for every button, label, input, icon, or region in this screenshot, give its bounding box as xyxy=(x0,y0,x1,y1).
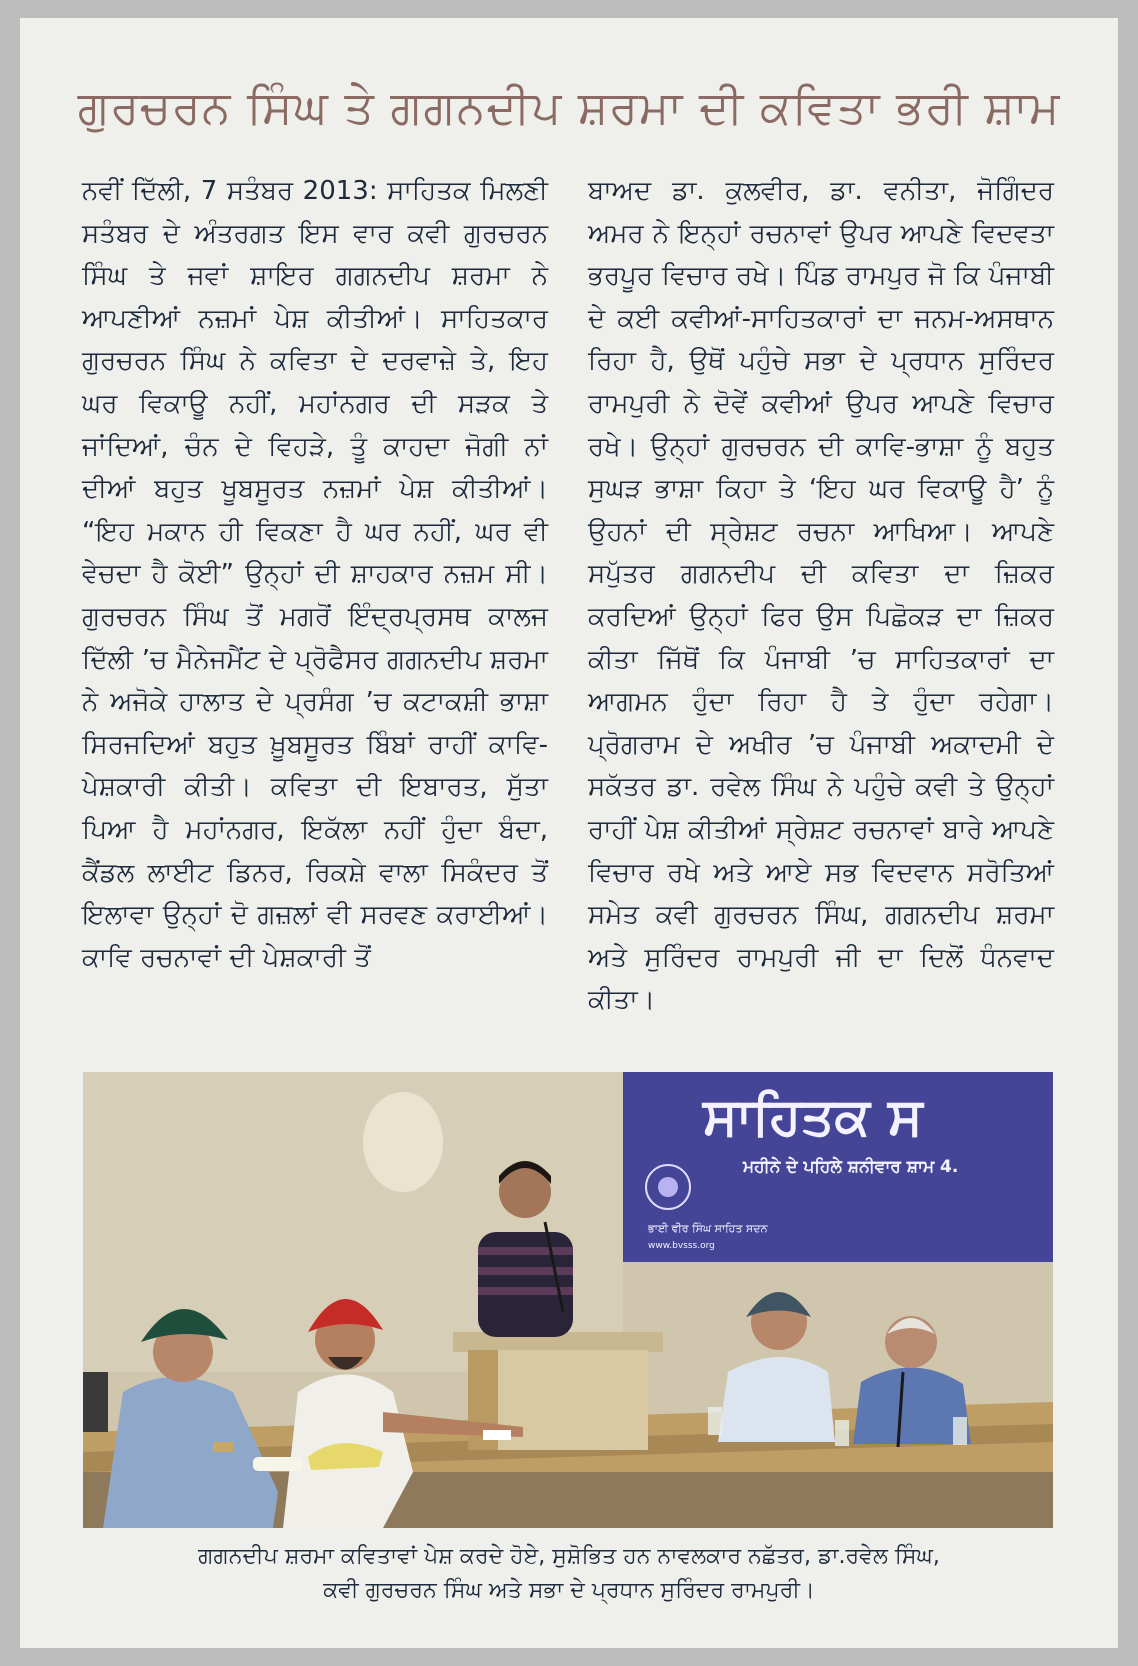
event-photo xyxy=(83,1072,1053,1528)
article-title: ਗੁਰਚਰਨ ਸਿੰਘ ਤੇ ਗਗਨਦੀਪ ਸ਼ਰਮਾ ਦੀ ਕਵਿਤਾ ਭਰੀ ਸ਼ਾਮ xyxy=(77,80,1061,134)
photo-caption xyxy=(60,1540,1078,1608)
event-banner xyxy=(623,1072,1053,1262)
caption-line-2: ਕਵੀ ਗੁਰਚਰਨ ਸਿੰਘ ਅਤੇ ਸਭਾ ਦੇ ਪ੍ਰਧਾਨ ਸੁਰਿੰਦਰ ਰਾਮਪੁਰੀ। xyxy=(323,1578,815,1603)
banner-title: ਸਾਹਿਤਕ ਸ xyxy=(703,1087,923,1147)
banner-url: www.bvsss.org xyxy=(648,1241,715,1251)
article-column-right: ਬਾਅਦ ਡਾ. ਕੁਲਵੀਰ, ਡਾ. ਵਨੀਤਾ, ਜੋਗਿੰਦਰ ਅਮਰ ਨੇ ਇਨ੍ਹਾਂ ਰਚਨਾਵਾਂ ਉਪਰ ਆਪਣੇ ਵਿਦਵਤਾ ਭਰਪੂਰ ਵਿਚਾਰ ਰਖੇ। ਪਿੰਡ ਰਾਮਪੁਰ ਜੋ ਕਿ ਪੰਜਾਬੀ ਦੇ ਕਈ ਕਵੀਆਂ-ਸਾਹਿਤਕਾਰਾਂ ਦਾ ਜਨਮ-ਅਸਥਾਨ ਰਿਹਾ ਹੈ, ਉਥੋਂ ਪਹੁੰਚੇ ਸਭਾ ਦੇ ਪ੍ਰਧਾਨ ਸੁਰਿੰਦਰ ਰਾਮਪੁਰੀ ਨੇ ਦੋਵੇਂ ਕਵੀਆਂ ਉਪਰ ਆਪਣੇ ਵਿਚਾਰ ਰਖੇ। ਉਨ੍ਹਾਂ ਗੁਰਚਰਨ ਦੀ ਕਾਵਿ-ਭਾਸ਼ਾ ਨੂੰ ਬਹੁਤ ਸੁਘੜ ਭਾਸ਼ਾ ਕਿਹਾ ਤੇ ‘ਇਹ ਘਰ ਵਿਕਾਊ ਹੈ’ ਨੂੰ ਉਹਨਾਂ ਦੀ ਸ੍ਰੇਸ਼ਟ ਰਚਨਾ ਆਖਿਆ। ਆਪਣੇ ਸਪੁੱਤਰ ਗਗਨਦੀਪ ਦੀ ਕਵਿਤਾ ਦਾ ਜ਼ਿਕਰ ਕਰਦਿਆਂ ਉਨ੍ਹਾਂ ਫਿਰ ਉਸ ਪਿਛੋਕੜ ਦਾ ਜ਼ਿਕਰ ਕੀਤਾ ਜਿੱਥੋਂ ਕਿ ਪੰਜਾਬੀ ’ਚ ਸਾਹਿਤਕਾਰਾਂ ਦਾ ਆਗਮਨ ਹੁੰਦਾ ਰਿਹਾ ਹੈ ਤੇ ਹੁੰਦਾ ਰਹੇਗਾ। ਪ੍ਰੋਗਰਾਮ ਦੇ ਅਖੀਰ ’ਚ ਪੰਜਾਬੀ ਅਕਾਦਮੀ ਦੇ ਸਕੱਤਰ ਡਾ. ਰਵੇਲ ਸਿੰਘ ਨੇ ਪਹੁੰਚੇ ਕਵੀ ਤੇ ਉਨ੍ਹਾਂ ਰਾਹੀਂ ਪੇਸ਼ ਕੀਤੀਆਂ ਸ੍ਰੇਸ਼ਟ ਰਚਨਾਵਾਂ ਬਾਰੇ ਆਪਣੇ ਵਿਚਾਰ ਰਖੇ ਅਤੇ ਆਏ ਸਭ ਵਿਦਵਾਨ ਸਰੋਤਿਆਂ ਸਮੇਤ ਕਵੀ ਗੁਰਚਰਨ ਸਿੰਘ, ਗਗਨਦੀਪ ਸ਼ਰਮਾ ਅਤੇ ਸੁਰਿੰਦਰ ਰਾਮਪੁਰੀ ਜੀ ਦਾ ਦਿਲੋਂ ਧੰਨਵਾਦ ਕੀਤਾ। xyxy=(588,176,1054,1016)
banner-org: ਭਾਈ ਵੀਰ ਸਿੰਘ ਸਾਹਿਤ ਸਦਨ xyxy=(648,1222,768,1235)
article-page xyxy=(20,18,1118,1648)
banner-subtitle: ਮਹੀਨੇ ਦੇ ਪਹਿਲੇ ਸ਼ਨੀਵਾਰ ਸ਼ਾਮ 4. xyxy=(743,1157,959,1177)
article-column-left: ਨਵੀਂ ਦਿੱਲੀ, 7 ਸਤੰਬਰ 2013: ਸਾਹਿਤਕ ਮਿਲਣੀ ਸਤੰਬਰ ਦੇ ਅੰਤਰਗਤ ਇਸ ਵਾਰ ਕਵੀ ਗੁਰਚਰਨ ਸਿੰਘ ਤੇ ਜਵਾਂ ਸ਼ਾਇਰ ਗਗਨਦੀਪ ਸ਼ਰਮਾ ਨੇ ਆਪਣੀਆਂ ਨਜ਼ਮਾਂ ਪੇਸ਼ ਕੀਤੀਆਂ। ਸਾਹਿਤਕਾਰ ਗੁਰਚਰਨ ਸਿੰਘ ਨੇ ਕਵਿਤਾ ਦੇ ਦਰਵਾਜ਼ੇ ਤੇ, ਇਹ ਘਰ ਵਿਕਾਊ ਨਹੀਂ, ਮਹਾਂਨਗਰ ਦੀ ਸੜਕ ਤੇ ਜਾਂਦਿਆਂ, ਚੰਨ ਦੇ ਵਿਹੜੇ, ਤੂੰ ਕਾਹਦਾ ਜੋਗੀ ਨਾਂ ਦੀਆਂ ਬਹੁਤ ਖੂਬਸੂਰਤ ਨਜ਼ਮਾਂ ਪੇਸ਼ ਕੀਤੀਆਂ। “ਇਹ ਮਕਾਨ ਹੀ ਵਿਕਣਾ ਹੈ ਘਰ ਨਹੀਂ, ਘਰ ਵੀ ਵੇਚਦਾ ਹੈ ਕੋਈ” ਉਨ੍ਹਾਂ ਦੀ ਸ਼ਾਹਕਾਰ ਨਜ਼ਮ ਸੀ। ਗੁਰਚਰਨ ਸਿੰਘ ਤੋਂ ਮਗਰੋਂ ਇੰਦ੍ਰਪ੍ਰਸਥ ਕਾਲਜ ਦਿੱਲੀ ’ਚ ਮੈਨੇਜਮੈਂਟ ਦੇ ਪ੍ਰੋਫੈਸਰ ਗਗਨਦੀਪ ਸ਼ਰਮਾ ਨੇ ਅਜੋਕੇ ਹਾਲਾਤ ਦੇ ਪ੍ਰਸੰਗ ’ਚ ਕਟਾਕਸ਼ੀ ਭਾਸ਼ਾ ਸਿਰਜਦਿਆਂ ਬਹੁਤ ਖ਼ੂਬਸੂਰਤ ਬਿੰਬਾਂ ਰਾਹੀਂ ਕਾਵਿ-ਪੇਸ਼ਕਾਰੀ ਕੀਤੀ। ਕਵਿਤਾ ਦੀ ਇਬਾਰਤ, ਸੁੱਤਾ ਪਿਆ ਹੈ ਮਹਾਂਨਗਰ, ਇਕੱਲਾ ਨਹੀਂ ਹੁੰਦਾ ਬੰਦਾ, ਕੈਂਡਲ ਲਾਈਟ ਡਿਨਰ, ਰਿਕਸ਼ੇ ਵਾਲਾ ਸਿਕੰਦਰ ਤੋਂ ਇਲਾਵਾ ਉਨ੍ਹਾਂ ਦੋ ਗਜ਼ਲਾਂ ਵੀ ਸਰਵਣ ਕਰਾਈਆਂ। ਕਾਵਿ ਰਚਨਾਵਾਂ ਦੀ ਪੇਸ਼ਕਾਰੀ ਤੋਂ xyxy=(82,176,548,973)
caption-line-1: ਗਗਨਦੀਪ ਸ਼ਰਮਾ ਕਵਿਤਾਵਾਂ ਪੇਸ਼ ਕਰਦੇ ਹੋਏ, ਸੁਸ਼ੋਭਿਤ ਹਨ ਨਾਵਲਕਾਰ ਨਛੱਤਰ, ਡਾ.ਰਵੇਲ ਸਿੰਘ, xyxy=(198,1544,940,1569)
